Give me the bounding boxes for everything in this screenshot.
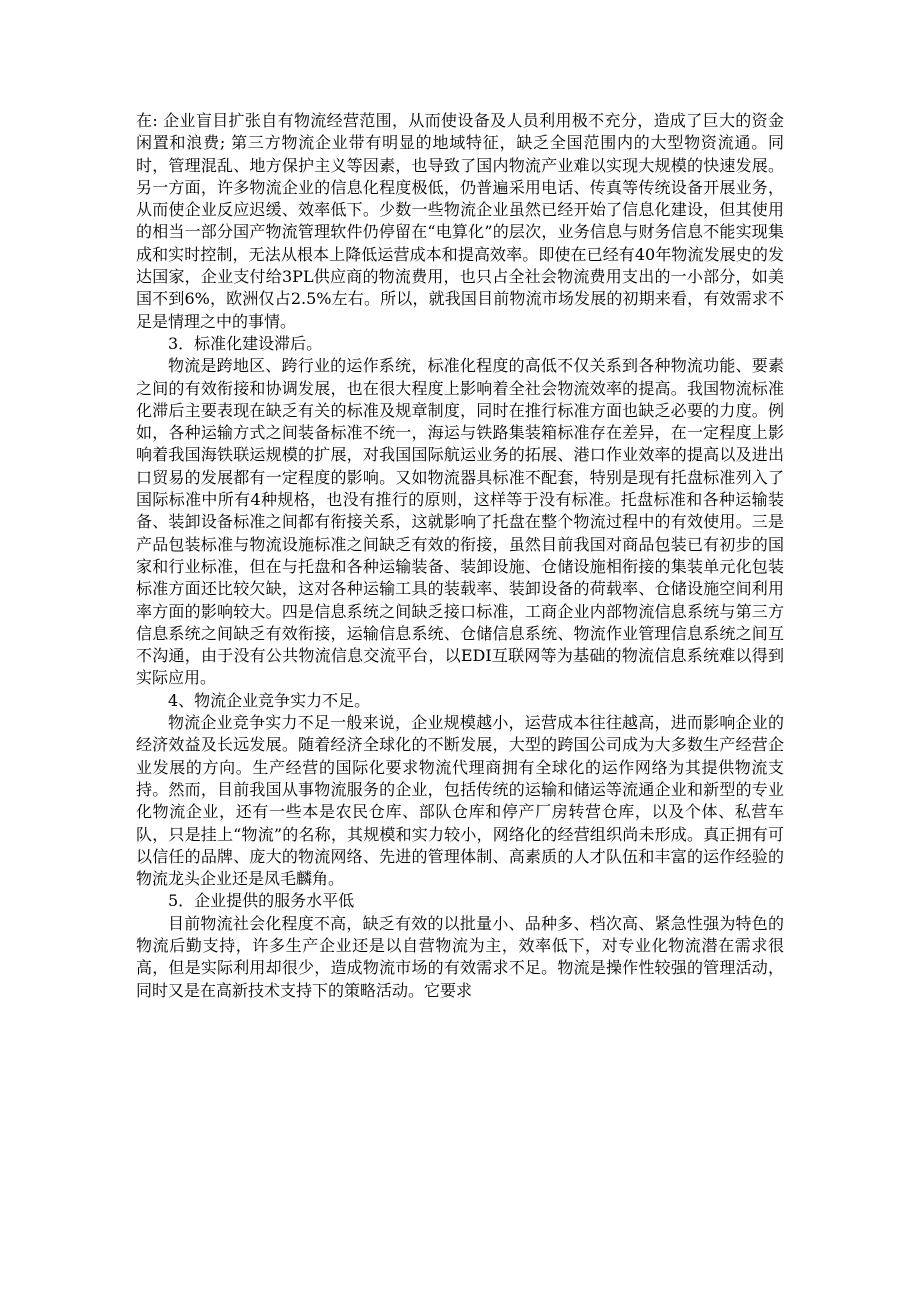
section-heading-3: 3．标准化建设滞后。 <box>168 333 323 353</box>
body-paragraph-1: 在: 企业盲目扩张自有物流经营范围，从而使设备及人员利用极不充分，造成了巨大的资金闲置和浪费; 第三方物流企业带有明显的地域特征，缺乏全国范围内的大型物资流通。同时，管理混乱、地方保护主义等因素，也导致了国内物流产业难以实现大规模的快速发展。另一方面，许多物流企业的信息化程度极低，仍普遍采用电话、传真等传统设备开展业务，从而使企业反应迟缓、效率低下。少数一些物流企业虽然已经开始了信息化建设，但其使用的相当一部分国产物流管理软件仍停留在“电算化”的层次，业务信息与财务信息不能实现集成和实时控制，无法从根本上降低运营成本和提高效率。即使在已经有40年物流发展史的发达国家，企业支付给3PL供应商的物流费用，也只占全社会物流费用支出的一小部分，如美国不到6%，欧洲仅占2.5%左右。所以，就我国目前物流市场发展的初期来看，有效需求不足是情理之中的事情。 <box>136 111 784 331</box>
section-heading-4: 4、物流企业竞争实力不足。 <box>168 690 371 710</box>
document-page <box>136 110 784 1002</box>
body-paragraph-2: 物流是跨地区、跨行业的运作系统，标准化程度的高低不仅关系到各种物流功能、要素之间的有效衔接和协调发展，也在很大程度上影响着全社会物流效率的提高。我国物流标准化滞后主要表现在缺乏有关的标准及规章制度，同时在推行标准方面也缺乏必要的力度。例如，各种运输方式之间装备标准不统一，海运与铁路集装箱标准存在差异，在一定程度上影响着我国海铁联运规模的扩展，对我国国际航运业务的拓展、港口作业效率的提高以及进出口贸易的发展都有一定程度的影响。又如物流器具标准不配套，特别是现有托盘标准列入了国际标准中所有4种规格，也没有推行的原则，这样等于没有标准。托盘标准和各种运输装备、装卸设备标准之间都有衔接关系，这就影响了托盘在整个物流过程中的有效使用。三是产品包装标准与物流设施标准之间缺乏有效的衔接，虽然目前我国对商品包装已有初步的国家和行业标准，但在与托盘和各种运输装备、装卸设施、仓储设施相衔接的集装单元化包装标准方面还比较欠缺，这对各种运输工具的装载率、装卸设备的荷载率、仓储设施空间利用率方面的影响较大。四是信息系统之间缺乏接口标准，工商企业内部物流信息系统与第三方信息系统之间缺乏有效衔接，运输信息系统、仓储信息系统、物流作业管理信息系统之间互不沟通，由于没有公共物流信息交流平台，以EDI互联网等为基础的物流信息系统难以得到实际应用。 <box>136 356 784 688</box>
body-paragraph-4: 目前物流社会化程度不高，缺乏有效的以批量小、品种多、档次高、紧急性强为特色的物流后勤支持，许多生产企业还是以自营物流为主，效率低下，对专业化物流潜在需求很高，但是实际利用却很少，造成物流市场的有效需求不足。物流是操作性较强的管理活动，同时又是在高新技术支持下的策略活动。它要求 <box>136 913 784 1000</box>
body-paragraph-3: 物流企业竞争实力不足一般来说，企业规模越小，运营成本往往越高，进而影响企业的经济效益及长远发展。随着经济全球化的不断发展，大型的跨国公司成为大多数生产经营企业发展的方向。生产经营的国际化要求物流代理商拥有全球化的运作网络为其提供物流支持。然而，目前我国从事物流服务的企业，包括传统的运输和储运等流通企业和新型的专业化物流企业，还有一些本是农民仓库、部队仓库和停产厂房转营仓库，以及个体、私营车队，只是挂上“物流”的名称，其规模和实力较小，网络化的经营组织尚未形成。真正拥有可以信任的品牌、庞大的物流网络、先进的管理体制、高素质的人才队伍和丰富的运作经验的物流龙头企业还是凤毛麟角。 <box>136 713 784 889</box>
section-heading-5: 5．企业提供的服务水平低 <box>168 891 355 911</box>
